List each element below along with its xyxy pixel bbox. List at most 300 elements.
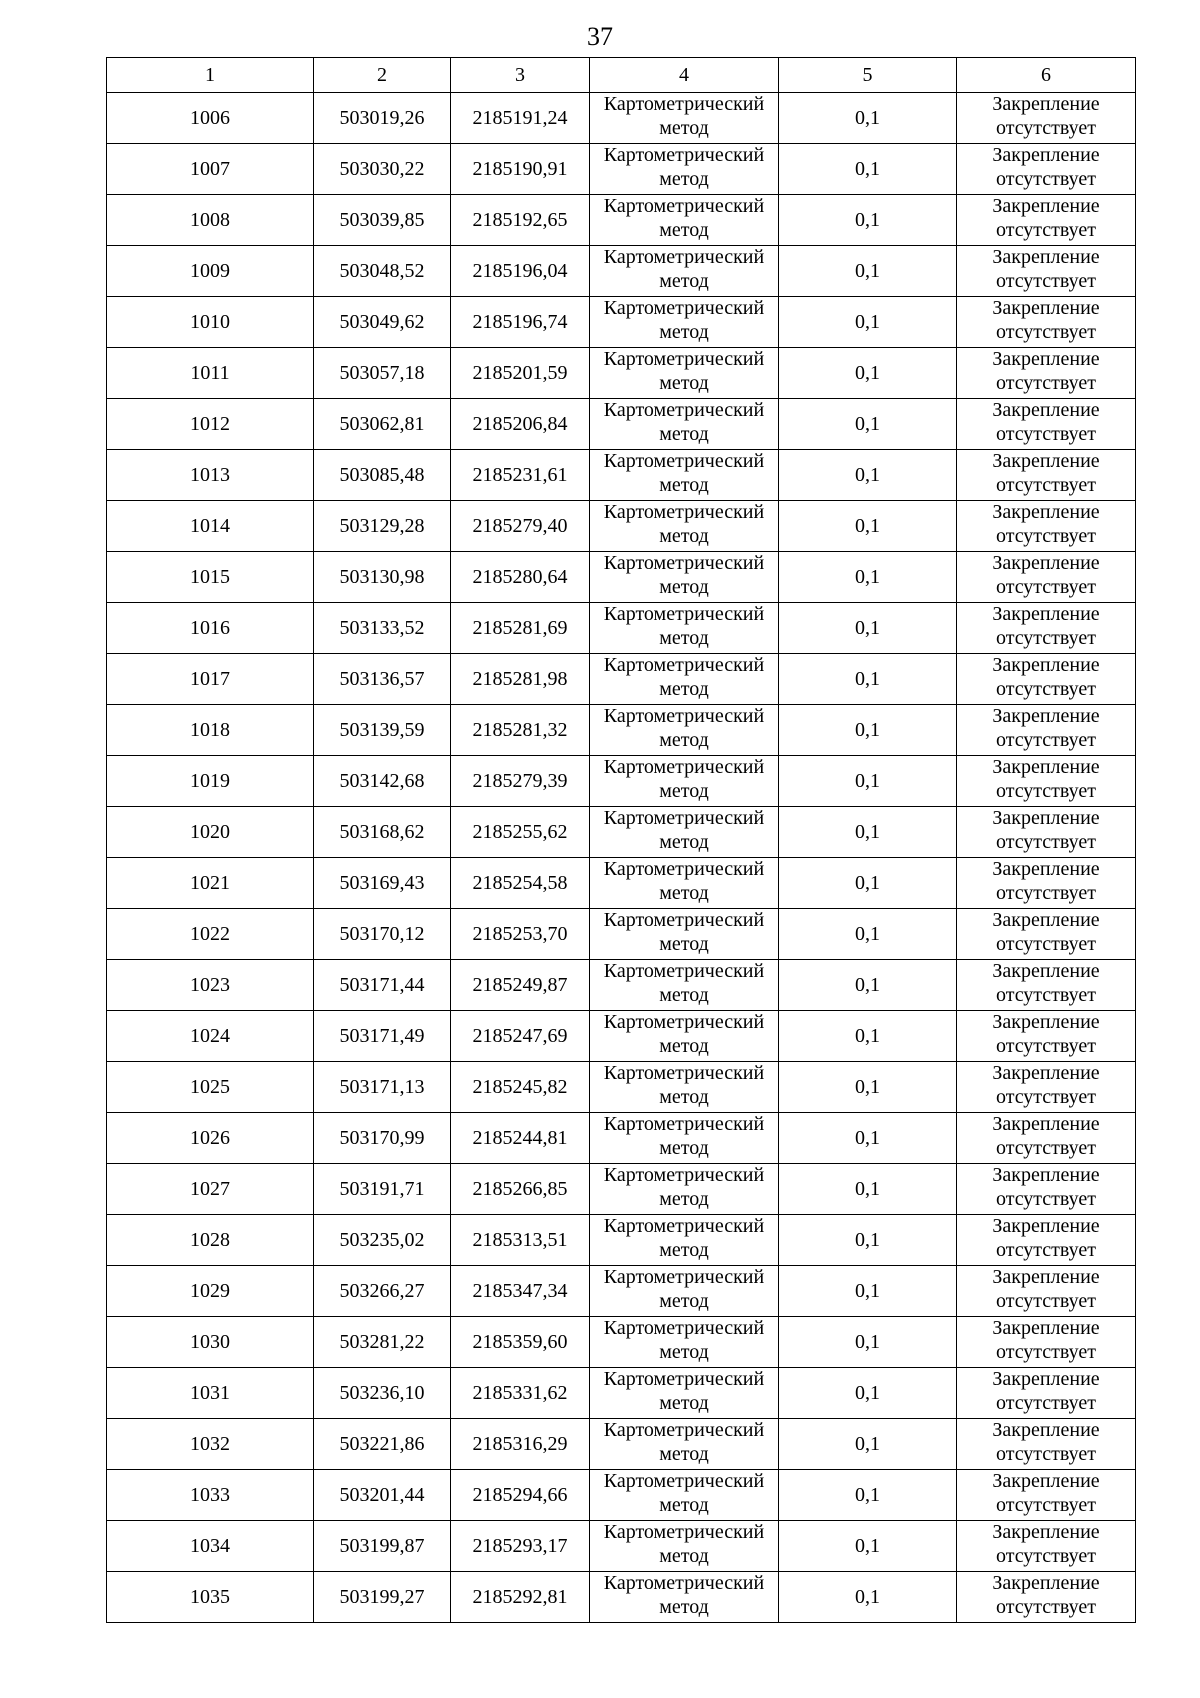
x-coordinate-cell: 503169,43: [314, 858, 451, 909]
table-row: [107, 705, 1136, 756]
fixation-line-1: Закрепление: [992, 1164, 1100, 1186]
fixation-cell: [957, 858, 1136, 909]
fixation-cell: [957, 654, 1136, 705]
table-row: [107, 501, 1136, 552]
y-coordinate-cell: 2185359,60: [451, 1317, 590, 1368]
point-number-cell: 1018: [107, 705, 314, 756]
method-line-2: метод: [659, 321, 709, 343]
point-number-cell: 1013: [107, 450, 314, 501]
table-row: [107, 1368, 1136, 1419]
table-row: [107, 756, 1136, 807]
x-coordinate-cell: 503281,22: [314, 1317, 451, 1368]
fixation-cell: [957, 756, 1136, 807]
fixation-line-1: Закрепление: [992, 654, 1100, 676]
y-coordinate-cell: 2185293,17: [451, 1521, 590, 1572]
fixation-line-2: отсутствует: [995, 1086, 1097, 1108]
x-coordinate-cell: 503170,12: [314, 909, 451, 960]
method-cell: [590, 756, 779, 807]
method-cell: [590, 807, 779, 858]
point-number-cell: 1034: [107, 1521, 314, 1572]
fixation-cell: [957, 501, 1136, 552]
x-coordinate-cell: 503019,26: [314, 93, 451, 144]
point-number-cell: 1010: [107, 297, 314, 348]
method-cell: [590, 1470, 779, 1521]
fixation-cell: [957, 909, 1136, 960]
point-number-cell: 1029: [107, 1266, 314, 1317]
table-row: [107, 297, 1136, 348]
x-coordinate-cell: 503235,02: [314, 1215, 451, 1266]
fixation-line-2: отсутствует: [995, 1137, 1097, 1159]
x-coordinate-cell: 503221,86: [314, 1419, 451, 1470]
fixation-line-1: Закрепление: [992, 246, 1100, 268]
method-line-2: метод: [659, 1137, 709, 1159]
method-line-2: метод: [659, 1290, 709, 1312]
x-coordinate-cell: 503062,81: [314, 399, 451, 450]
fixation-cell: [957, 1572, 1136, 1623]
fixation-line-2: отсутствует: [995, 678, 1097, 700]
method-line-2: метод: [659, 1494, 709, 1516]
method-line-2: метод: [659, 1035, 709, 1057]
fixation-line-1: Закрепление: [992, 144, 1100, 166]
column-header: 6: [957, 58, 1136, 93]
fixation-line-1: Закрепление: [992, 1011, 1100, 1033]
table-row: [107, 654, 1136, 705]
method-line-1: Картометрический: [603, 1164, 765, 1186]
method-line-1: Картометрический: [603, 1317, 765, 1339]
y-coordinate-cell: 2185201,59: [451, 348, 590, 399]
method-cell: [590, 603, 779, 654]
x-coordinate-cell: 503139,59: [314, 705, 451, 756]
method-line-2: метод: [659, 1086, 709, 1108]
method-line-1: Картометрический: [603, 960, 765, 982]
y-coordinate-cell: 2185206,84: [451, 399, 590, 450]
y-coordinate-cell: 2185331,62: [451, 1368, 590, 1419]
accuracy-cell: 0,1: [779, 93, 957, 144]
fixation-cell: [957, 93, 1136, 144]
table-row: [107, 1317, 1136, 1368]
method-line-2: метод: [659, 270, 709, 292]
accuracy-cell: 0,1: [779, 501, 957, 552]
accuracy-cell: 0,1: [779, 1062, 957, 1113]
accuracy-cell: 0,1: [779, 909, 957, 960]
y-coordinate-cell: 2185231,61: [451, 450, 590, 501]
column-header: 1: [107, 58, 314, 93]
point-number-cell: 1017: [107, 654, 314, 705]
fixation-line-2: отсутствует: [995, 321, 1097, 343]
fixation-line-2: отсутствует: [995, 474, 1097, 496]
fixation-line-2: отсутствует: [995, 1035, 1097, 1057]
x-coordinate-cell: 503039,85: [314, 195, 451, 246]
method-cell: [590, 1572, 779, 1623]
fixation-line-2: отсутствует: [995, 1443, 1097, 1465]
accuracy-cell: 0,1: [779, 603, 957, 654]
fixation-line-2: отсутствует: [995, 1545, 1097, 1567]
method-cell: [590, 1113, 779, 1164]
method-cell: [590, 144, 779, 195]
point-number-cell: 1022: [107, 909, 314, 960]
x-coordinate-cell: 503171,13: [314, 1062, 451, 1113]
method-cell: [590, 348, 779, 399]
fixation-line-2: отсутствует: [995, 525, 1097, 547]
method-line-1: Картометрический: [603, 1572, 765, 1594]
point-number-cell: 1012: [107, 399, 314, 450]
fixation-cell: [957, 1317, 1136, 1368]
accuracy-cell: 0,1: [779, 195, 957, 246]
y-coordinate-cell: 2185254,58: [451, 858, 590, 909]
method-line-2: метод: [659, 576, 709, 598]
column-header: 3: [451, 58, 590, 93]
method-cell: [590, 909, 779, 960]
y-coordinate-cell: 2185192,65: [451, 195, 590, 246]
accuracy-cell: 0,1: [779, 450, 957, 501]
table-body: [107, 58, 1136, 1623]
method-line-2: метод: [659, 882, 709, 904]
accuracy-cell: 0,1: [779, 654, 957, 705]
y-coordinate-cell: 2185280,64: [451, 552, 590, 603]
fixation-line-1: Закрепление: [992, 1215, 1100, 1237]
method-line-2: метод: [659, 525, 709, 547]
fixation-line-1: Закрепление: [992, 1062, 1100, 1084]
accuracy-cell: 0,1: [779, 297, 957, 348]
fixation-cell: [957, 297, 1136, 348]
accuracy-cell: 0,1: [779, 552, 957, 603]
fixation-cell: [957, 1062, 1136, 1113]
table-row: [107, 1011, 1136, 1062]
y-coordinate-cell: 2185255,62: [451, 807, 590, 858]
method-cell: [590, 1266, 779, 1317]
method-line-1: Картометрический: [603, 144, 765, 166]
method-line-2: метод: [659, 1188, 709, 1210]
method-line-2: метод: [659, 1392, 709, 1414]
method-line-1: Картометрический: [603, 1266, 765, 1288]
fixation-cell: [957, 552, 1136, 603]
fixation-line-1: Закрепление: [992, 756, 1100, 778]
header-row: [107, 58, 1136, 93]
x-coordinate-cell: 503199,87: [314, 1521, 451, 1572]
accuracy-cell: 0,1: [779, 1470, 957, 1521]
fixation-line-2: отсутствует: [995, 627, 1097, 649]
fixation-line-2: отсутствует: [995, 1596, 1097, 1618]
y-coordinate-cell: 2185191,24: [451, 93, 590, 144]
point-number-cell: 1031: [107, 1368, 314, 1419]
accuracy-cell: 0,1: [779, 1368, 957, 1419]
y-coordinate-cell: 2185190,91: [451, 144, 590, 195]
x-coordinate-cell: 503170,99: [314, 1113, 451, 1164]
fixation-line-1: Закрепление: [992, 1266, 1100, 1288]
method-line-2: метод: [659, 1443, 709, 1465]
x-coordinate-cell: 503133,52: [314, 603, 451, 654]
accuracy-cell: 0,1: [779, 756, 957, 807]
table-row: [107, 1266, 1136, 1317]
fixation-line-2: отсутствует: [995, 1392, 1097, 1414]
fixation-line-1: Закрепление: [992, 960, 1100, 982]
method-line-1: Картометрический: [603, 1368, 765, 1390]
method-line-1: Картометрический: [603, 246, 765, 268]
fixation-line-2: отсутствует: [995, 831, 1097, 853]
x-coordinate-cell: 503236,10: [314, 1368, 451, 1419]
method-line-2: метод: [659, 933, 709, 955]
table-row: [107, 450, 1136, 501]
x-coordinate-cell: 503168,62: [314, 807, 451, 858]
table-row: [107, 399, 1136, 450]
method-line-2: метод: [659, 474, 709, 496]
x-coordinate-cell: 503136,57: [314, 654, 451, 705]
fixation-cell: [957, 807, 1136, 858]
point-number-cell: 1030: [107, 1317, 314, 1368]
table-row: [107, 1470, 1136, 1521]
fixation-line-1: Закрепление: [992, 1572, 1100, 1594]
table-row: [107, 552, 1136, 603]
y-coordinate-cell: 2185279,39: [451, 756, 590, 807]
method-line-1: Картометрический: [603, 705, 765, 727]
table-row: [107, 960, 1136, 1011]
accuracy-cell: 0,1: [779, 1521, 957, 1572]
fixation-line-1: Закрепление: [992, 501, 1100, 523]
point-number-cell: 1015: [107, 552, 314, 603]
method-cell: [590, 1062, 779, 1113]
method-line-1: Картометрический: [603, 501, 765, 523]
table-row: [107, 1419, 1136, 1470]
fixation-line-2: отсутствует: [995, 933, 1097, 955]
accuracy-cell: 0,1: [779, 1419, 957, 1470]
fixation-line-1: Закрепление: [992, 297, 1100, 319]
y-coordinate-cell: 2185196,04: [451, 246, 590, 297]
fixation-line-2: отсутствует: [995, 117, 1097, 139]
table-row: [107, 1113, 1136, 1164]
x-coordinate-cell: 503171,44: [314, 960, 451, 1011]
fixation-line-1: Закрепление: [992, 450, 1100, 472]
fixation-cell: [957, 348, 1136, 399]
method-line-1: Картометрический: [603, 1470, 765, 1492]
table-row: [107, 144, 1136, 195]
fixation-line-1: Закрепление: [992, 1521, 1100, 1543]
point-number-cell: 1009: [107, 246, 314, 297]
fixation-line-1: Закрепление: [992, 1470, 1100, 1492]
method-cell: [590, 246, 779, 297]
method-cell: [590, 1521, 779, 1572]
y-coordinate-cell: 2185245,82: [451, 1062, 590, 1113]
accuracy-cell: 0,1: [779, 144, 957, 195]
method-cell: [590, 1419, 779, 1470]
accuracy-cell: 0,1: [779, 807, 957, 858]
accuracy-cell: 0,1: [779, 858, 957, 909]
method-cell: [590, 501, 779, 552]
fixation-line-2: отсутствует: [995, 1290, 1097, 1312]
method-line-2: метод: [659, 678, 709, 700]
method-line-2: метод: [659, 729, 709, 751]
page-number: 37: [587, 22, 613, 51]
y-coordinate-cell: 2185247,69: [451, 1011, 590, 1062]
method-cell: [590, 858, 779, 909]
method-line-1: Картометрический: [603, 552, 765, 574]
accuracy-cell: 0,1: [779, 1572, 957, 1623]
method-cell: [590, 1164, 779, 1215]
method-line-2: метод: [659, 1545, 709, 1567]
table-row: [107, 195, 1136, 246]
method-line-2: метод: [659, 984, 709, 1006]
method-line-1: Картометрический: [603, 858, 765, 880]
method-line-2: метод: [659, 219, 709, 241]
table-row: [107, 1215, 1136, 1266]
method-line-1: Картометрический: [603, 756, 765, 778]
x-coordinate-cell: 503049,62: [314, 297, 451, 348]
point-number-cell: 1023: [107, 960, 314, 1011]
fixation-cell: [957, 450, 1136, 501]
x-coordinate-cell: 503048,52: [314, 246, 451, 297]
method-cell: [590, 297, 779, 348]
method-line-2: метод: [659, 831, 709, 853]
column-header: 2: [314, 58, 451, 93]
method-line-1: Картометрический: [603, 1011, 765, 1033]
fixation-line-1: Закрепление: [992, 1368, 1100, 1390]
method-cell: [590, 1368, 779, 1419]
point-number-cell: 1021: [107, 858, 314, 909]
y-coordinate-cell: 2185196,74: [451, 297, 590, 348]
fixation-cell: [957, 705, 1136, 756]
fixation-line-2: отсутствует: [995, 576, 1097, 598]
fixation-line-2: отсутствует: [995, 219, 1097, 241]
accuracy-cell: 0,1: [779, 960, 957, 1011]
fixation-cell: [957, 399, 1136, 450]
fixation-line-2: отсутствует: [995, 372, 1097, 394]
x-coordinate-cell: 503142,68: [314, 756, 451, 807]
fixation-cell: [957, 1521, 1136, 1572]
fixation-cell: [957, 1113, 1136, 1164]
x-coordinate-cell: 503191,71: [314, 1164, 451, 1215]
x-coordinate-cell: 503085,48: [314, 450, 451, 501]
accuracy-cell: 0,1: [779, 1164, 957, 1215]
point-number-cell: 1020: [107, 807, 314, 858]
method-cell: [590, 1215, 779, 1266]
method-cell: [590, 960, 779, 1011]
fixation-cell: [957, 603, 1136, 654]
accuracy-cell: 0,1: [779, 246, 957, 297]
point-number-cell: 1033: [107, 1470, 314, 1521]
fixation-line-2: отсутствует: [995, 729, 1097, 751]
y-coordinate-cell: 2185253,70: [451, 909, 590, 960]
x-coordinate-cell: 503057,18: [314, 348, 451, 399]
fixation-cell: [957, 144, 1136, 195]
method-line-1: Картометрический: [603, 1419, 765, 1441]
accuracy-cell: 0,1: [779, 1113, 957, 1164]
point-number-cell: 1019: [107, 756, 314, 807]
accuracy-cell: 0,1: [779, 1266, 957, 1317]
fixation-line-2: отсутствует: [995, 882, 1097, 904]
fixation-line-2: отсутствует: [995, 1494, 1097, 1516]
fixation-line-1: Закрепление: [992, 552, 1100, 574]
table-row: [107, 807, 1136, 858]
point-number-cell: 1028: [107, 1215, 314, 1266]
table-row: [107, 1164, 1136, 1215]
x-coordinate-cell: 503199,27: [314, 1572, 451, 1623]
fixation-line-2: отсутствует: [995, 780, 1097, 802]
method-line-2: метод: [659, 1596, 709, 1618]
y-coordinate-cell: 2185281,98: [451, 654, 590, 705]
method-cell: [590, 195, 779, 246]
y-coordinate-cell: 2185249,87: [451, 960, 590, 1011]
fixation-cell: [957, 195, 1136, 246]
y-coordinate-cell: 2185347,34: [451, 1266, 590, 1317]
point-number-cell: 1027: [107, 1164, 314, 1215]
y-coordinate-cell: 2185313,51: [451, 1215, 590, 1266]
fixation-line-2: отсутствует: [995, 984, 1097, 1006]
point-number-cell: 1025: [107, 1062, 314, 1113]
fixation-line-1: Закрепление: [992, 1113, 1100, 1135]
fixation-cell: [957, 1470, 1136, 1521]
point-number-cell: 1026: [107, 1113, 314, 1164]
method-line-1: Картометрический: [603, 1062, 765, 1084]
fixation-line-1: Закрепление: [992, 195, 1100, 217]
fixation-cell: [957, 1419, 1136, 1470]
method-line-2: метод: [659, 1341, 709, 1363]
table-row: [107, 909, 1136, 960]
x-coordinate-cell: 503130,98: [314, 552, 451, 603]
x-coordinate-cell: 503171,49: [314, 1011, 451, 1062]
table-row: [107, 1062, 1136, 1113]
column-header: 4: [590, 58, 779, 93]
point-number-cell: 1024: [107, 1011, 314, 1062]
point-number-cell: 1008: [107, 195, 314, 246]
method-line-1: Картометрический: [603, 195, 765, 217]
y-coordinate-cell: 2185292,81: [451, 1572, 590, 1623]
fixation-line-2: отсутствует: [995, 1341, 1097, 1363]
method-line-1: Картометрический: [603, 399, 765, 421]
method-line-1: Картометрический: [603, 93, 765, 115]
fixation-line-2: отсутствует: [995, 1239, 1097, 1261]
fixation-line-2: отсутствует: [995, 1188, 1097, 1210]
point-number-cell: 1035: [107, 1572, 314, 1623]
method-line-2: метод: [659, 780, 709, 802]
fixation-line-2: отсутствует: [995, 270, 1097, 292]
fixation-cell: [957, 1266, 1136, 1317]
method-line-1: Картометрический: [603, 654, 765, 676]
accuracy-cell: 0,1: [779, 1215, 957, 1266]
method-line-2: метод: [659, 627, 709, 649]
y-coordinate-cell: 2185281,69: [451, 603, 590, 654]
point-number-cell: 1016: [107, 603, 314, 654]
fixation-line-1: Закрепление: [992, 603, 1100, 625]
accuracy-cell: 0,1: [779, 399, 957, 450]
fixation-line-1: Закрепление: [992, 858, 1100, 880]
fixation-line-1: Закрепление: [992, 1317, 1100, 1339]
x-coordinate-cell: 503129,28: [314, 501, 451, 552]
fixation-cell: [957, 246, 1136, 297]
method-line-1: Картометрический: [603, 1113, 765, 1135]
fixation-line-1: Закрепление: [992, 1419, 1100, 1441]
fixation-cell: [957, 1368, 1136, 1419]
table-row: [107, 246, 1136, 297]
fixation-cell: [957, 960, 1136, 1011]
table-row: [107, 858, 1136, 909]
fixation-line-1: Закрепление: [992, 705, 1100, 727]
method-line-1: Картометрический: [603, 807, 765, 829]
accuracy-cell: 0,1: [779, 705, 957, 756]
point-number-cell: 1011: [107, 348, 314, 399]
fixation-line-2: отсутствует: [995, 423, 1097, 445]
y-coordinate-cell: 2185279,40: [451, 501, 590, 552]
method-cell: [590, 705, 779, 756]
method-cell: [590, 1011, 779, 1062]
method-cell: [590, 399, 779, 450]
accuracy-cell: 0,1: [779, 1011, 957, 1062]
accuracy-cell: 0,1: [779, 1317, 957, 1368]
y-coordinate-cell: 2185294,66: [451, 1470, 590, 1521]
method-line-2: метод: [659, 1239, 709, 1261]
method-line-2: метод: [659, 168, 709, 190]
method-line-2: метод: [659, 117, 709, 139]
fixation-cell: [957, 1011, 1136, 1062]
point-number-cell: 1014: [107, 501, 314, 552]
